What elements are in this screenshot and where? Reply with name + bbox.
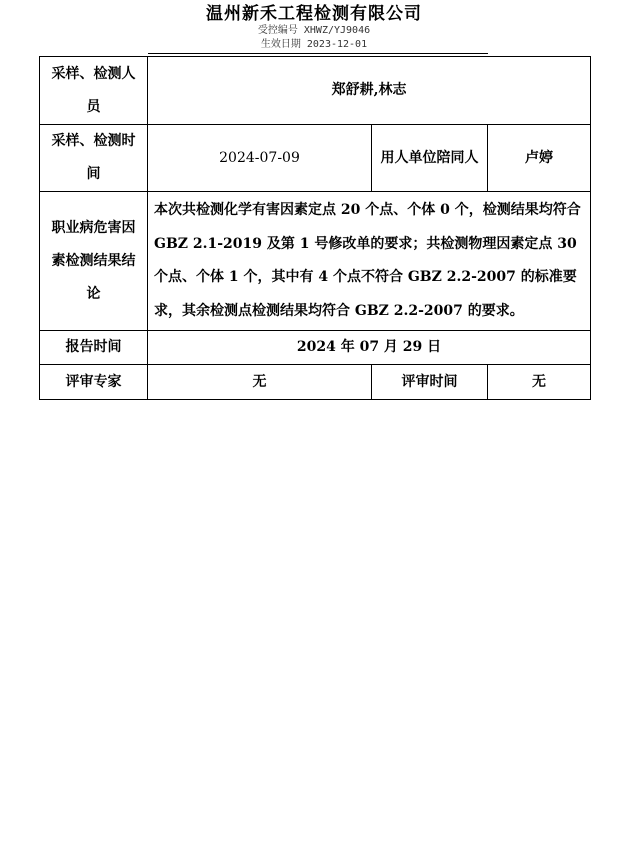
table-row bbox=[40, 365, 591, 400]
expert-label: 评审专家 bbox=[40, 365, 148, 400]
time-value: 2024-07-09 bbox=[148, 125, 372, 192]
table-row bbox=[40, 57, 591, 125]
table-row bbox=[40, 125, 591, 192]
expert-value: 无 bbox=[148, 365, 372, 400]
conclusion-label: 职业病危害因素检测结果结论 bbox=[40, 192, 148, 331]
company-name: 温州新禾工程检测有限公司 bbox=[206, 4, 422, 24]
header-divider bbox=[148, 53, 488, 54]
control-number: 受控编号 XHWZ/YJ9046 bbox=[257, 25, 371, 36]
escort-value: 卢婷 bbox=[488, 125, 591, 192]
report-time-label: 报告时间 bbox=[40, 331, 148, 365]
conclusion-text: 本次共检测化学有害因素定点 20 个点、个体 0 个，检测结果均符合 GBZ 2.1-2019 及第 1 号修改单的要求；共检测物理因素定点 30 个点、个体 1 个，其中有 4 个点不符合 GBZ 2.2-2007 的标准要求，其余检测点检测结果均符合 GBZ 2.2-2007 的要求。 bbox=[148, 192, 591, 331]
personnel-value: 郑舒耕,林志 bbox=[148, 57, 591, 125]
review-time-value: 无 bbox=[488, 365, 591, 400]
report-summary-table bbox=[39, 56, 591, 400]
review-time-label: 评审时间 bbox=[372, 365, 488, 400]
personnel-label: 采样、检测人员 bbox=[40, 57, 148, 125]
time-label: 采样、检测时间 bbox=[40, 125, 148, 192]
report-time-value: 2024 年 07 月 29 日 bbox=[148, 331, 591, 365]
table-row bbox=[40, 331, 591, 365]
escort-label: 用人单位陪同人 bbox=[372, 125, 488, 192]
effective-date: 生效日期 2023-12-01 bbox=[260, 39, 368, 50]
table-row bbox=[40, 192, 591, 331]
